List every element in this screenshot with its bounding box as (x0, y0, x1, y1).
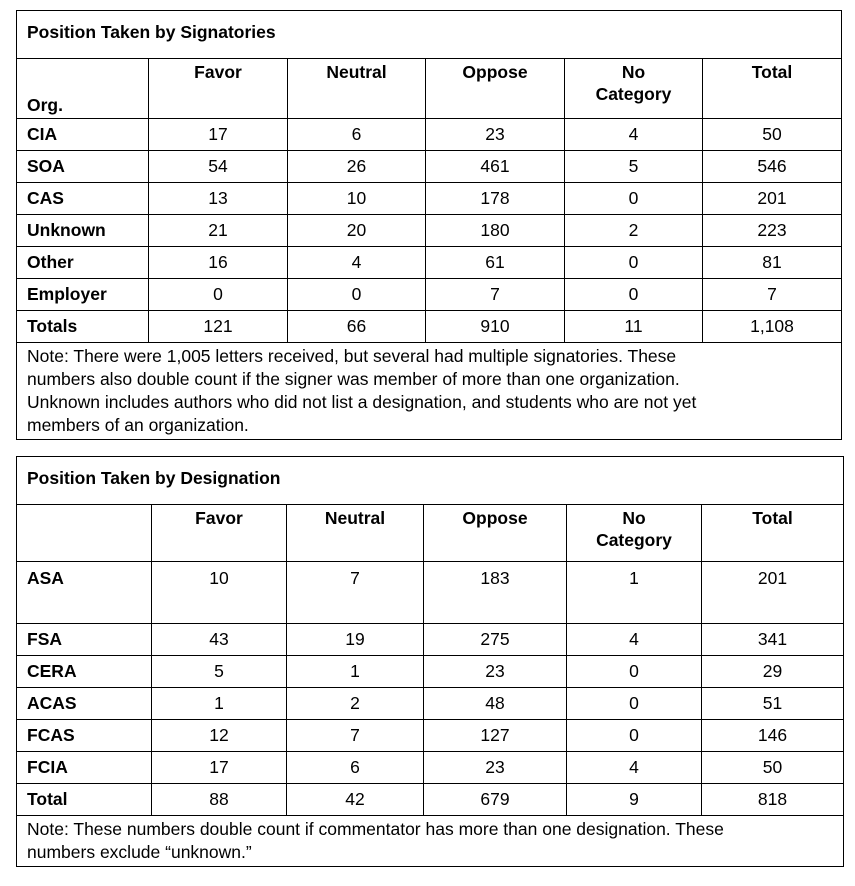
table-cell: 12 (152, 720, 287, 752)
table-cell: 146 (702, 720, 844, 752)
table-cell: 201 (702, 562, 844, 624)
header-line: Category (595, 84, 672, 104)
note-line: Note: There were 1,005 letters received, but several had multiple signatories. These (27, 346, 677, 366)
row-label: Employer (17, 279, 149, 311)
table-cell: 20 (288, 215, 426, 247)
table-cell: 178 (426, 183, 565, 215)
table-cell: 9 (567, 784, 702, 816)
table-row (17, 183, 842, 215)
table-cell: 4 (565, 119, 703, 151)
table-cell: 910 (426, 311, 565, 343)
table-cell: 4 (288, 247, 426, 279)
table-cell: 23 (424, 656, 567, 688)
table-cell: 5 (565, 151, 703, 183)
table-cell: 66 (288, 311, 426, 343)
table-cell: 1,108 (703, 311, 842, 343)
table-row (17, 151, 842, 183)
table-cell: 7 (703, 279, 842, 311)
row-label: CAS (17, 183, 149, 215)
table-cell: 183 (424, 562, 567, 624)
table-cell: 0 (567, 656, 702, 688)
row-label: Totals (17, 311, 149, 343)
table-cell: 0 (565, 247, 703, 279)
header-line: No (622, 508, 646, 528)
table-cell: 341 (702, 624, 844, 656)
note-line: members of an organization. (27, 415, 249, 435)
col-header-neutral: Neutral (287, 505, 424, 562)
table-cell: 1 (567, 562, 702, 624)
table-title: Position Taken by Signatories (17, 11, 842, 59)
col-header-total: Total (702, 505, 844, 562)
table-cell: 10 (152, 562, 287, 624)
col-header-neutral: Neutral (288, 59, 426, 119)
table-cell: 81 (703, 247, 842, 279)
table-cell: 51 (702, 688, 844, 720)
table-cell: 2 (565, 215, 703, 247)
table-cell: 2 (287, 688, 424, 720)
table-cell: 88 (152, 784, 287, 816)
table-cell: 0 (565, 183, 703, 215)
table-cell: 1 (152, 688, 287, 720)
table-row (17, 247, 842, 279)
table-cell: 1 (287, 656, 424, 688)
note-line: numbers exclude “unknown.” (27, 842, 252, 862)
table-cell: 0 (567, 688, 702, 720)
col-header-oppose: Oppose (424, 505, 567, 562)
table-row (17, 215, 842, 247)
table-cell: 0 (567, 720, 702, 752)
row-label: ASA (17, 562, 152, 624)
table-cell: 679 (424, 784, 567, 816)
col-header-oppose: Oppose (426, 59, 565, 119)
table-cell: 223 (703, 215, 842, 247)
row-label: FSA (17, 624, 152, 656)
table-cell: 50 (702, 752, 844, 784)
note-line: Note: These numbers double count if commentator has more than one designation. These (27, 819, 724, 839)
row-label: Total (17, 784, 152, 816)
table-cell: 180 (426, 215, 565, 247)
table-cell: 13 (149, 183, 288, 215)
table-note (17, 343, 842, 440)
signatories-table (16, 10, 842, 440)
table-row (17, 720, 844, 752)
col-header-total: Total (703, 59, 842, 119)
table-cell: 7 (287, 562, 424, 624)
table-cell: 19 (287, 624, 424, 656)
table-row (17, 279, 842, 311)
note-line: numbers also double count if the signer was member of more than one organization. (27, 369, 680, 389)
table-cell: 10 (288, 183, 426, 215)
table-row (17, 688, 844, 720)
table-cell: 4 (567, 624, 702, 656)
designation-table (16, 456, 844, 867)
table-row (17, 119, 842, 151)
row-label: FCAS (17, 720, 152, 752)
table-cell: 23 (426, 119, 565, 151)
table-row (17, 624, 844, 656)
table-cell: 29 (702, 656, 844, 688)
table-cell: 61 (426, 247, 565, 279)
row-label: SOA (17, 151, 149, 183)
table-cell: 43 (152, 624, 287, 656)
col-header-favor: Favor (152, 505, 287, 562)
table-row (17, 752, 844, 784)
table-cell: 275 (424, 624, 567, 656)
table-cell: 17 (152, 752, 287, 784)
row-label: FCIA (17, 752, 152, 784)
table-cell: 6 (288, 119, 426, 151)
corner-header (17, 505, 152, 562)
col-header-no-category (567, 505, 702, 562)
table-cell: 42 (287, 784, 424, 816)
table-row (17, 656, 844, 688)
table-cell: 6 (287, 752, 424, 784)
table-cell: 7 (426, 279, 565, 311)
table-cell: 16 (149, 247, 288, 279)
table-row (17, 562, 844, 624)
col-header-no-category (565, 59, 703, 119)
row-label: Unknown (17, 215, 149, 247)
table-cell: 11 (565, 311, 703, 343)
table-cell: 127 (424, 720, 567, 752)
table-cell: 0 (149, 279, 288, 311)
table-cell: 0 (288, 279, 426, 311)
table-cell: 461 (426, 151, 565, 183)
col-header-favor: Favor (149, 59, 288, 119)
table-cell: 21 (149, 215, 288, 247)
table-cell: 26 (288, 151, 426, 183)
table-cell: 23 (424, 752, 567, 784)
table-cell: 54 (149, 151, 288, 183)
table-cell: 818 (702, 784, 844, 816)
table-cell: 546 (703, 151, 842, 183)
note-line: Unknown includes authors who did not list a designation, and students who are not yet (27, 392, 697, 412)
table-note (17, 816, 844, 867)
header-line: Category (596, 530, 672, 550)
table-cell: 201 (703, 183, 842, 215)
row-label: CERA (17, 656, 152, 688)
table-cell: 50 (703, 119, 842, 151)
header-row (17, 505, 844, 562)
table-cell: 5 (152, 656, 287, 688)
table-row (17, 784, 844, 816)
table-cell: 7 (287, 720, 424, 752)
header-line: No (621, 62, 646, 82)
table-cell: 121 (149, 311, 288, 343)
corner-header: Org. (17, 59, 149, 119)
header-row (17, 59, 842, 119)
row-label: CIA (17, 119, 149, 151)
table-cell: 4 (567, 752, 702, 784)
table-title: Position Taken by Designation (17, 457, 844, 505)
table-row (17, 311, 842, 343)
table-cell: 0 (565, 279, 703, 311)
table-cell: 48 (424, 688, 567, 720)
table-cell: 17 (149, 119, 288, 151)
row-label: Other (17, 247, 149, 279)
row-label: ACAS (17, 688, 152, 720)
